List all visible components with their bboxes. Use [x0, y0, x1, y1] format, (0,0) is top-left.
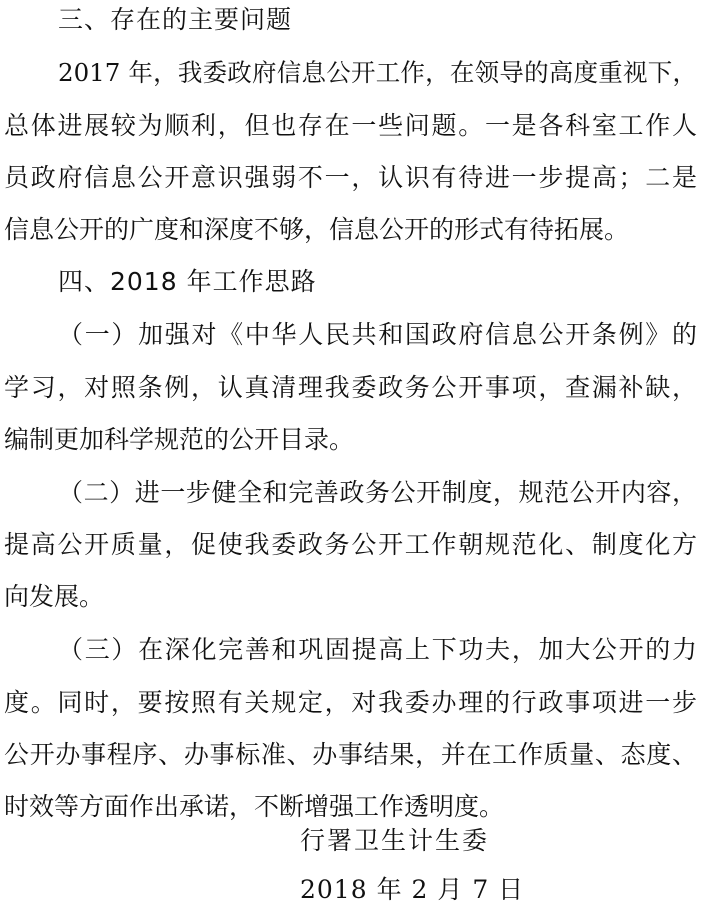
section-4-heading: 四、2018 年工作思路 [58, 267, 317, 296]
item-2-line-2: 提高公开质量，促使我委政务公开工作朝规范化、制度化方 [4, 530, 697, 559]
item-3-line-2: 度。同时，要按照有关规定，对我委办理的行政事项进一步 [4, 688, 697, 717]
item-1-line-3: 编制更加科学规范的公开目录。 [4, 425, 355, 454]
item-3-line-4: 时效等方面作出承诺，不断增强工作透明度。 [4, 792, 505, 821]
signature-date: 2018 年 2 月 7 日 [300, 875, 525, 904]
item-3-line-3: 公开办事程序、办事标准、办事结果，并在工作质量、态度、 [4, 740, 697, 769]
item-3-line-1: （三）在深化完善和巩固提高上下功夫，加大公开的力 [58, 635, 697, 664]
item-1-line-1: （一）加强对《中华人民共和国政府信息公开条例》的 [58, 320, 697, 349]
item-1-line-2: 学习，对照条例，认真清理我委政务公开事项，查漏补缺， [4, 373, 697, 402]
item-2-line-1: （二）进一步健全和完善政务公开制度，规范公开内容， [58, 478, 697, 507]
section-3-heading: 三、存在的主要问题 [58, 5, 293, 34]
section-3-line-4: 信息公开的广度和深度不够，信息公开的形式有待拓展。 [4, 215, 630, 244]
section-3-line-3: 员政府信息公开意识强弱不一，认识有待进一步提高；二是 [4, 163, 697, 192]
item-2-line-3: 向发展。 [4, 582, 105, 611]
signature-organization: 行署卫生计生委 [300, 826, 490, 855]
section-3-line-2: 总体进展较为顺利，但也存在一些问题。一是各科室工作人 [4, 111, 697, 140]
section-3-line-1: 2017 年，我委政府信息公开工作，在领导的高度重视下， [58, 58, 697, 87]
